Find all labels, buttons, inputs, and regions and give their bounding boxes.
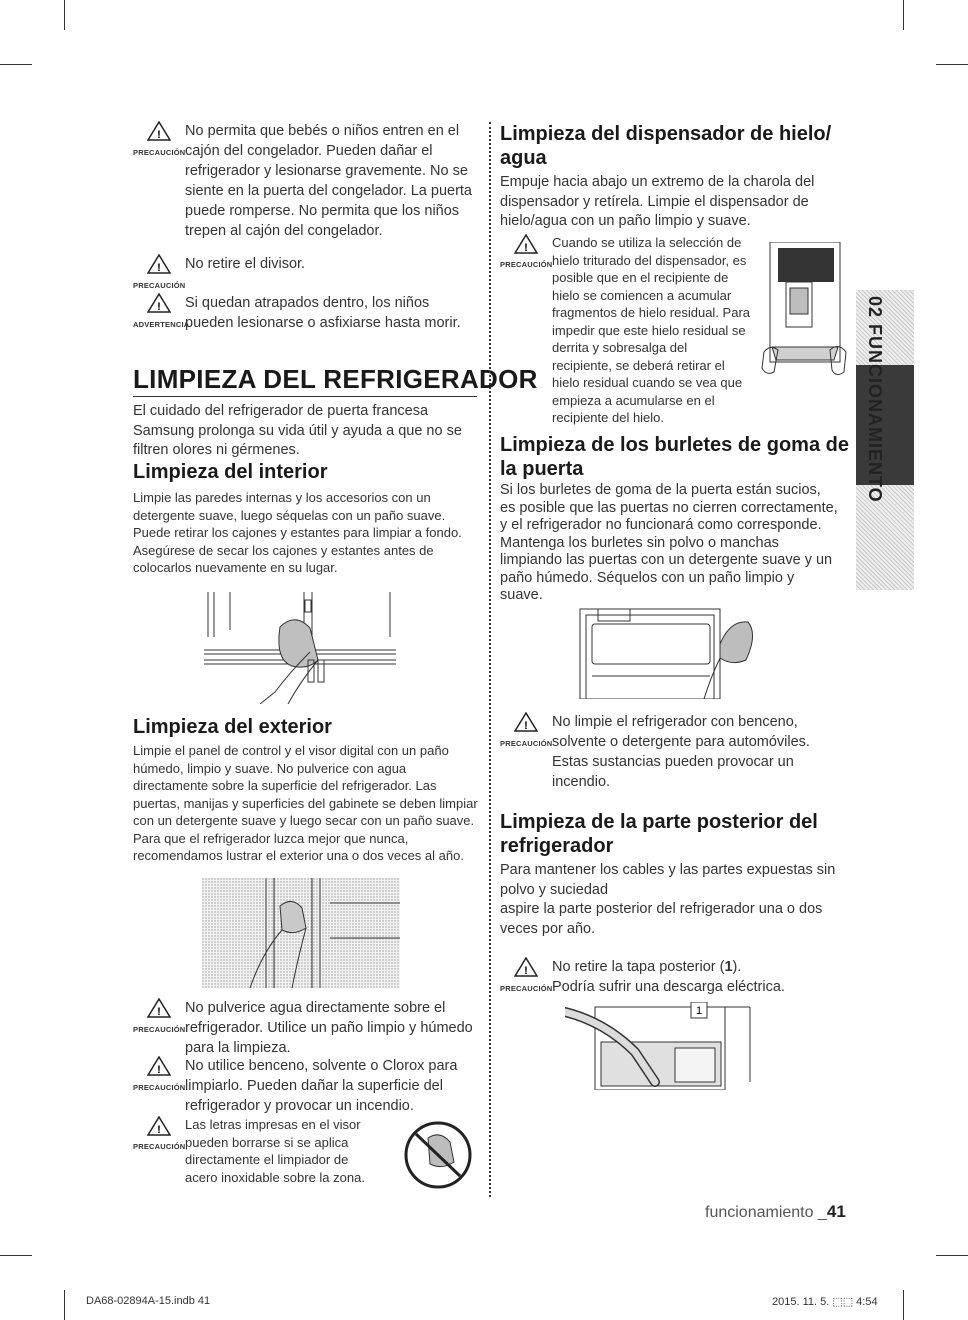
caution-label: PRECAUCIÓN [133,1142,186,1151]
crop-mark [936,1255,968,1256]
svg-text:!: ! [157,1064,161,1076]
caution-label: PRECAUCIÓN [133,148,186,157]
caution-label: PRECAUCIÓN [133,1083,186,1092]
caution-text: No limpie el refrigerador con benceno, solvente o detergente para automóviles. Estas sustancias pueden provocar un incendio. [552,714,810,790]
crop-mark [64,1290,65,1320]
svg-text:!: ! [524,720,528,732]
page-number-value: 41 [826,1202,846,1221]
caution-text: No permita que bebés o niños entren en el cajón del congelador. Pueden dañar el refrigerador y lesionarse gravemente. No se siente en la puerta del congelador. La puerta puede romperse. No permita que los niños trepen al cajón del congelador. [185,123,472,239]
callout-number: 1 [695,1005,703,1017]
svg-text:!: ! [524,242,528,254]
rear-heading: Limpieza de la parte posterior del refrigerador [500,811,818,857]
section-intro: El cuidado del refrigerador de puerta francesa Samsung prolonga su vida útil y ayuda a que no se filtren olores ni gérmenes. [133,403,462,458]
warning-triangle-icon [514,712,538,732]
warning-label: ADVERTENCIA [133,320,190,329]
dispenser-text: Empuje hacia abajo un extremo de la charola del dispensador y retírela. Limpie el dispensador de hielo/agua con un paño limpio y suave. [500,174,815,229]
footer-file: DA68-02894A-15.indb 41 [86,1295,211,1307]
chapter-side-tab [856,290,914,590]
caution-text [552,957,845,997]
gasket-heading: Limpieza de los burletes de goma de la puerta [500,434,849,480]
caution-text-c: Podría sufrir una descarga eléctrica. [552,979,785,995]
dispenser-heading: Limpieza del dispensador de hielo/ agua [500,123,832,169]
crop-mark [0,1255,32,1256]
warning-trapped [133,293,478,333]
exterior-heading: Limpieza del exterior [133,716,332,738]
crop-mark [64,0,65,30]
gasket-cleaning-illustration [570,604,770,699]
caution-no-solvent [500,712,830,792]
crop-mark [903,0,904,30]
rear-text-2: aspire la parte posterior del refrigerador una o dos veces por año. [500,901,823,937]
warning-triangle-icon [147,1056,171,1076]
crop-mark [903,1290,904,1320]
caution-label: PRECAUCIÓN [133,1025,186,1034]
page-section-label: funcionamiento _ [705,1204,827,1221]
svg-text:!: ! [157,1006,161,1018]
crop-mark [936,64,968,65]
svg-text:!: ! [157,129,161,141]
caution-label: PRECAUCIÓN [500,260,553,269]
interior-heading: Limpieza del interior [133,461,328,483]
interior-cleaning-illustration [200,592,400,704]
caution-text: No utilice benceno, solvente o Clorox para limpiarlo. Pueden dañar la superficie del refrigerador y provocar un incendio. [185,1058,458,1114]
caution-text: No pulverice agua directamente sobre el refrigerador. Utilice un paño limpio y húmedo para la limpieza. [185,1000,473,1056]
title-rule [133,396,477,397]
warning-triangle-icon [147,254,171,274]
svg-text:!: ! [157,301,161,313]
exterior-cleaning-illustration [202,878,400,988]
warning-text: Si quedan atrapados dentro, los niños pueden lesionarse o asfixiarse hasta morir. [185,295,461,331]
warning-triangle-icon [147,998,171,1018]
caution-text: No retire el divisor. [185,256,306,272]
warning-triangle-icon [147,121,171,141]
svg-text:!: ! [157,262,161,274]
caution-no-benzene [133,1056,478,1116]
caution-label: PRECAUCIÓN [500,739,553,748]
caution-children-freezer [133,121,473,241]
caution-crushed-ice [500,234,750,427]
caution-rear-cover [500,957,845,997]
rear-cover-illustration [565,1002,765,1090]
caution-text-a: No retire la tapa posterior ( [552,959,725,975]
caution-no-spray [133,998,478,1058]
caution-label: PRECAUCIÓN [500,984,553,993]
gasket-text: Si los burletes de goma de la puerta están sucios, es posible que las puertas no cierren correctamente, y el refrigerador no funcionará como corresponde. Mantenga los burletes sin polvo o manchas limpiando las puertas con un detergente suave y un paño húmedo. Séquelos con un paño limpio y suave. [500,482,838,603]
caution-text: Cuando se utiliza la selección de hielo triturado del dispensador, es posible que en el recipiente de hielo se comiencen a acumular fragmentos de hielo residual. Para impedir que este hielo residual se derrita y sobresalga del recipiente, se deberá retirar el hielo residual cuando se vea que empieza a acumularse en el recipiente del hielo. [552,235,751,425]
dispenser-tray-illustration [760,242,852,392]
side-tab-label: 02 FUNCIONAMIENTO [865,296,885,503]
section-title: LIMPIEZA DEL REFRIGERADOR [133,364,538,394]
interior-text: Limpie las paredes internas y los accesorios con un detergente suave, luego séquelas con un paño suave. Puede retirar los cajones y estantes para limpiar a fondo. Asegúrese de secar los cajones y estantes antes de colocarlos nuevamente en su lugar. [133,490,462,575]
warning-triangle-icon [147,1116,171,1136]
caution-display-letters [133,1116,383,1186]
svg-text:!: ! [524,965,528,977]
svg-text:!: ! [157,1124,161,1136]
page-number [705,1202,846,1222]
caution-text: Las letras impresas en el visor pueden borrarse si se aplica directamente el limpiador de acero inoxidable sobre la zona. [185,1117,365,1185]
warning-triangle-icon [147,293,171,313]
crop-mark [0,64,32,65]
rear-text-1: Para mantener los cables y las partes expuestas sin polvo y suciedad [500,862,836,898]
exterior-text: Limpie el panel de control y el visor digital con un paño húmedo, limpio y suave. No pulverice con agua directamente sobre la superficie del refrigerador. Las puertas, manijas y superficies del gabinete se deben limpiar con un detergente suave y luego secar con un paño suave. Para que el refrigerador luzca mejor que nunca, recomendamos lustrar el exterior una o dos veces al año. [133,743,478,863]
warning-triangle-icon [514,234,538,254]
column-divider [489,122,491,1197]
caution-divider [133,254,473,290]
caution-label: PRECAUCIÓN [133,281,186,290]
caution-ref-number: 1 [724,959,733,975]
no-cleaner-prohibition-icon [398,1120,478,1190]
warning-triangle-icon [514,957,538,977]
footer-date: 2015. 11. 5. ⬚⬚ 4:54 [772,1296,878,1308]
caution-text-b: ). [732,959,742,975]
